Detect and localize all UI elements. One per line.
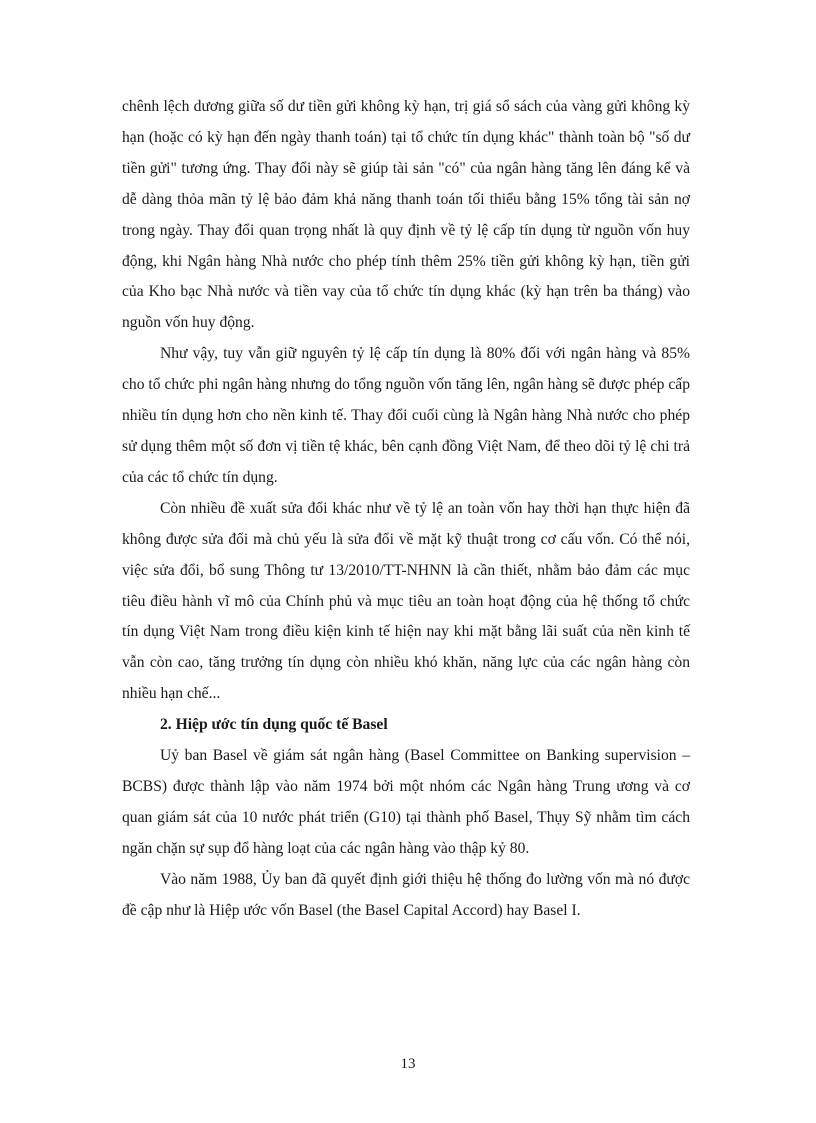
paragraph-other-proposals: Còn nhiều đề xuất sửa đổi khác như về tỷ lệ an toàn vốn hay thời hạn thực hiện đã không được sửa đổi mà chủ yếu là sửa đổi về mặt kỹ thuật trong cơ cấu vốn. Có thể nói, việc sửa đổi, bổ sung Thông tư 13/2010/TT-NHNN là cần thiết, nhằm bảo đảm các mục tiêu điều hành vĩ mô của Chính phủ và mục tiêu an toàn hoạt động của hệ thống tổ chức tín dụng Việt Nam trong điều kiện kinh tế hiện nay khi mặt bằng lãi suất của nền kinh tế vẫn còn cao, tăng trưởng tín dụng còn nhiều khó khăn, năng lực của các ngân hàng còn nhiều hạn chế... <box>122 499 690 703</box>
section-heading-basel: 2. Hiệp ước tín dụng quốc tế Basel <box>160 716 388 734</box>
page-number: 13 <box>400 1056 416 1072</box>
paragraph-continuation: chênh lệch dương giữa số dư tiền gửi không kỳ hạn, trị giá sổ sách của vàng gửi không kỳ hạn (hoặc có kỳ hạn đến ngày thanh toán) tại tổ chức tín dụng khác" thành toàn bộ "số dư tiền gửi" tương ứng. Thay đổi này sẽ giúp tài sản "có" của ngân hàng tăng lên đáng kể và dễ dàng thỏa mãn tỷ lệ bảo đảm khả năng thanh toán tối thiểu bằng 15% tổng tài sản nợ trong ngày. Thay đổi quan trọng nhất là quy định về tỷ lệ cấp tín dụng từ nguồn vốn huy động, khi Ngân hàng Nhà nước cho phép tính thêm 25% tiền gửi không kỳ hạn, tiền gửi của Kho bạc Nhà nước và tiền vay của tổ chức tín dụng khác (kỳ hạn trên ba tháng) vào nguồn vốn huy động. <box>122 98 690 332</box>
paragraph-basel-committee: Uỷ ban Basel về giám sát ngân hàng (Basel Committee on Banking supervision – BCBS) được thành lập vào năm 1974 bởi một nhóm các Ngân hàng Trung ương và cơ quan giám sát của 10 nước phát triển (G10) tại thành phố Basel, Thụy Sỹ nhằm tìm cách ngăn chặn sự sụp đổ hàng loạt của các ngân hàng vào thập kỷ 80. <box>122 747 690 857</box>
paragraph-basel-accord: Vào năm 1988, Ủy ban đã quyết định giới thiệu hệ thống đo lường vốn mà nó được đề cập như là Hiệp ước vốn Basel (the Basel Capital Accord) hay Basel I. <box>122 870 690 919</box>
paragraph-credit-ratio: Như vậy, tuy vẫn giữ nguyên tỷ lệ cấp tín dụng là 80% đối với ngân hàng và 85% cho tổ chức phi ngân hàng nhưng do tổng nguồn vốn tăng lên, ngân hàng sẽ được phép cấp nhiều tín dụng hơn cho nền kinh tế. Thay đổi cuối cùng là Ngân hàng Nhà nước cho phép sử dụng thêm một số đơn vị tiền tệ khác, bên cạnh đồng Việt Nam, để theo dõi tỷ lệ chi trả của các tổ chức tín dụng. <box>122 345 690 486</box>
document-page <box>122 90 690 926</box>
